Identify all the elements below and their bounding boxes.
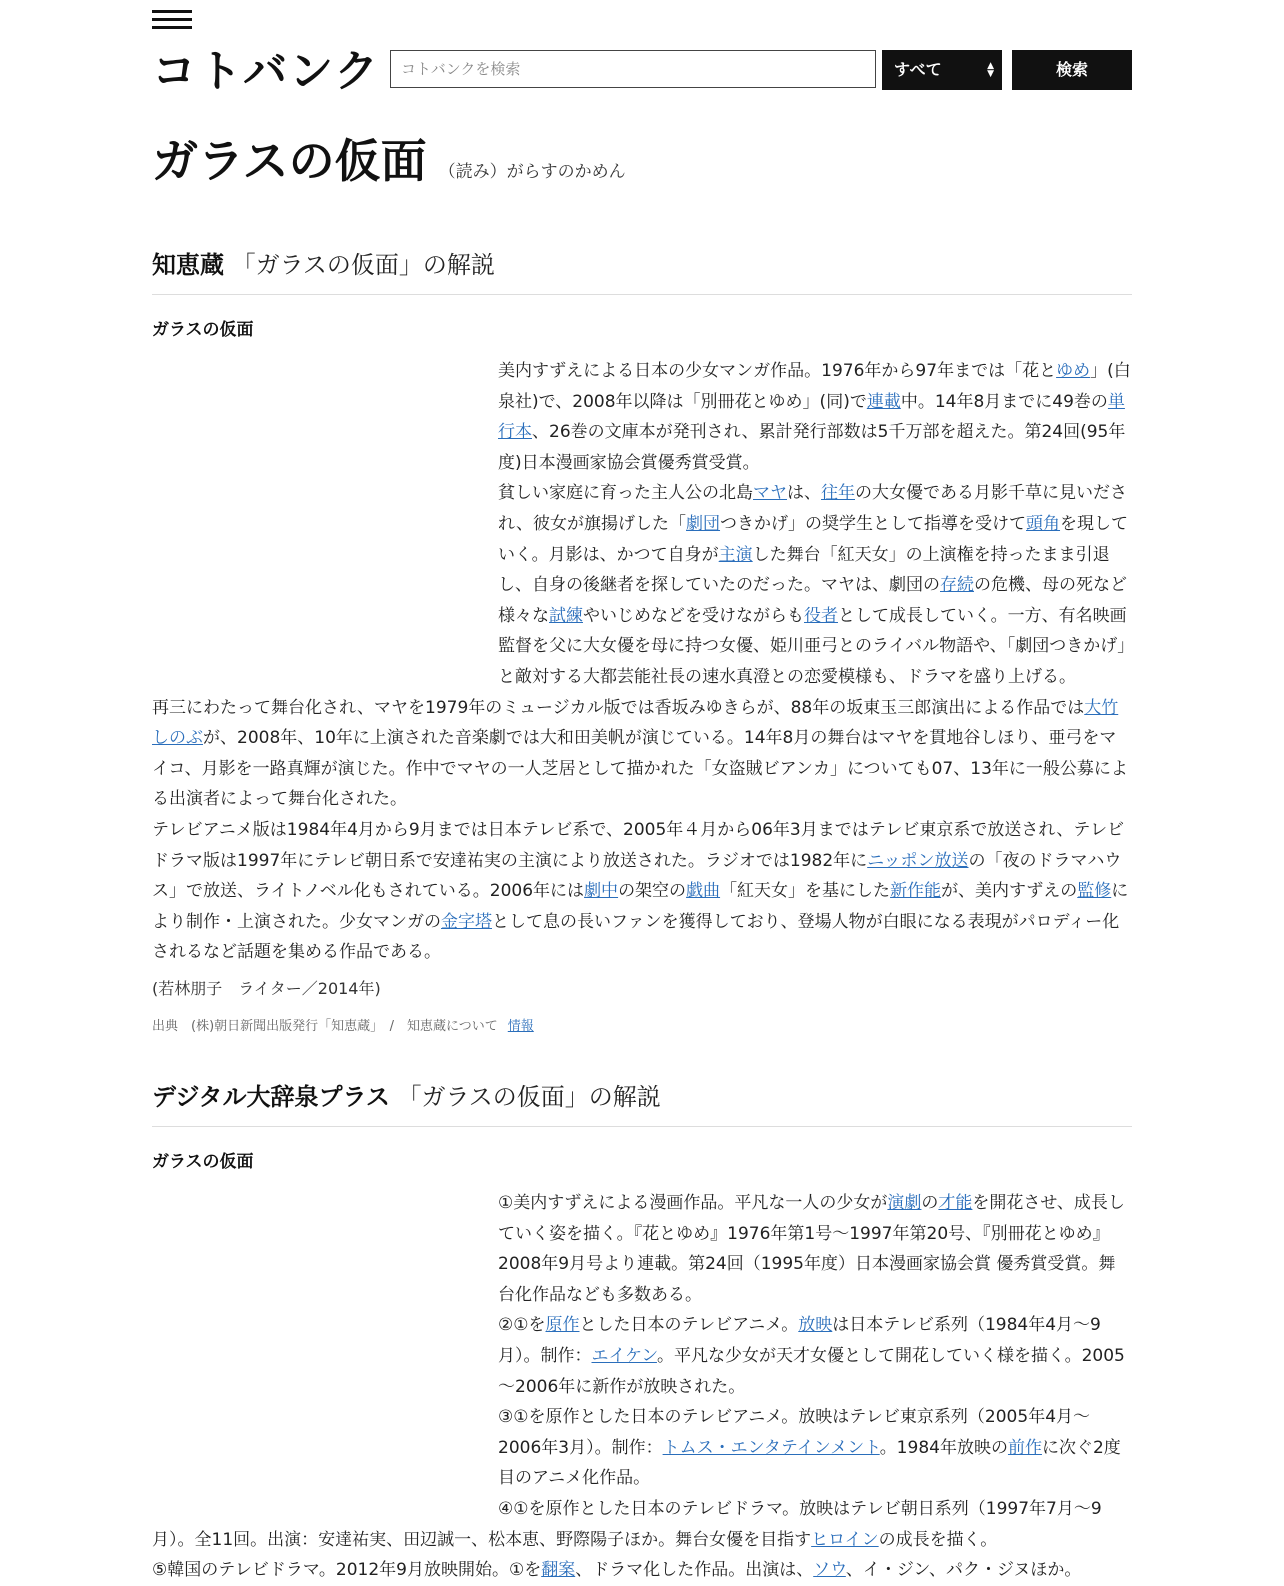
text-segment: 。平凡な少女が天才女優として開花していく様を描く。2005～2006年に新作が放映された。 — [498, 1345, 1125, 1397]
term-link[interactable]: 大竹しのぶ — [152, 697, 1119, 749]
text-segment: を現していく。月影は、かつて自身が — [498, 513, 1129, 565]
text-segment: テレビアニメ版は1984年4月から9月までは日本テレビ系で、2005年４月から06年3月まではテレビ東京系で放送され、テレビドラマ版は1997年にテレビ朝日系で安達祐実の主演により放送された。ラジオでは1982年に — [152, 819, 1125, 871]
paragraph — [152, 1494, 1132, 1555]
text-segment: やいじめなどを受けながらも — [583, 605, 804, 626]
section-chiezo — [152, 245, 1132, 1034]
title-row — [152, 125, 626, 191]
term-link[interactable]: ニッポン放送 — [867, 850, 969, 871]
reading: （読み）がらすのかめん — [438, 162, 626, 182]
term-link[interactable]: 単行本 — [498, 391, 1125, 443]
source-line — [152, 1015, 1132, 1034]
text-segment: 再三にわたって舞台化され、マヤを1979年のミュージカル版では香坂みゆきらが、88年の坂東玉三郎演出による作品では — [152, 697, 1085, 718]
site-logo[interactable]: コトバンク — [152, 46, 381, 97]
entry-body — [152, 1188, 1132, 1586]
text-segment: 。1984年放映の — [879, 1437, 1008, 1458]
heading-rest: 「ガラスの仮面」の解説 — [397, 1083, 661, 1111]
term-link[interactable]: 監修 — [1077, 881, 1112, 902]
text-segment: の — [921, 1193, 939, 1213]
term-link[interactable]: 演劇 — [887, 1193, 922, 1213]
term-link[interactable]: 金字塔 — [441, 911, 492, 932]
scope-select[interactable] — [882, 50, 1002, 90]
heading-rest: 「ガラスの仮面」の解説 — [231, 251, 495, 279]
term-link[interactable]: 劇中 — [584, 881, 619, 902]
text-segment: の危機、母の死など様々な — [498, 575, 1127, 626]
text-segment: の「夜のドラマハウス」で放送、ライトノベル化もされている。2006年には — [152, 850, 1122, 902]
term-link[interactable]: 翻案 — [541, 1560, 576, 1581]
term-link[interactable]: 往年 — [821, 483, 855, 504]
text-segment: 、ドラマ化した作品。出演は、 — [575, 1560, 814, 1581]
entry-title: ガラスの仮面 — [152, 1152, 254, 1172]
text-segment: ②①を — [498, 1315, 546, 1336]
term-link[interactable]: 原作 — [545, 1315, 580, 1336]
section-heading — [152, 1077, 1132, 1127]
term-link[interactable]: 主演 — [718, 544, 753, 565]
term-link[interactable]: 試練 — [549, 605, 583, 626]
menu-icon[interactable] — [152, 10, 192, 30]
text-segment: は日本テレビ系列（1984年4月～9月）。制作： — [498, 1315, 1101, 1366]
text-segment: つきかげ」の奨学生として指導を受けて — [720, 513, 1027, 534]
source-name: デジタル大辞泉プラス — [152, 1083, 390, 1111]
text-segment: 美内すずえによる日本の少女マンガ作品。1976年から97年までは「花と — [498, 361, 1057, 381]
source-text: 出典 (株)朝日新聞出版発行「知恵蔵」 / 知恵蔵について — [152, 1018, 498, 1034]
text-segment: とした日本のテレビアニメ。 — [579, 1315, 799, 1336]
paragraph — [152, 815, 1132, 968]
text-segment: 貧しい家庭に育った主人公の北島 — [498, 483, 753, 504]
text-segment: 「紅天女」を基にした — [720, 881, 891, 902]
term-link[interactable]: 役者 — [804, 605, 838, 626]
paragraph — [152, 1555, 1132, 1586]
scope-select-label: すべて — [894, 60, 942, 79]
section-heading — [152, 245, 1132, 295]
text-segment: ③①を原作とした日本のテレビアニメ。放映はテレビ東京系列（2005年4月～2006年3月）。制作： — [498, 1407, 1091, 1458]
ad-space — [152, 1188, 498, 1494]
section-daijisen-plus — [152, 1077, 1132, 1586]
term-link[interactable]: 新作能 — [890, 881, 942, 902]
text-segment: ①美内すずえによる漫画作品。平凡な一人の少女が — [498, 1193, 888, 1213]
source-name: 知恵蔵 — [152, 251, 224, 279]
search-input[interactable] — [390, 50, 876, 88]
updown-arrow-icon: ▲ ▼ — [987, 61, 994, 79]
text-segment: として息の長いファンを獲得しており、登場人物が白眼になる表現がパロディー化されるなど話題を集める作品である。 — [152, 911, 1120, 963]
term-link[interactable]: 頭角 — [1026, 513, 1061, 534]
author-credit: (若林朋子 ライター／2014年) — [152, 978, 381, 998]
search-button[interactable]: 検索 — [1012, 50, 1132, 90]
term-link[interactable]: 放映 — [798, 1315, 833, 1336]
text-segment: は、 — [787, 483, 821, 504]
text-segment: 、イ・ジン、パク・ジヌほか。 — [845, 1560, 1082, 1581]
text-segment: に次ぐ2度目のアニメ化作品。 — [498, 1437, 1121, 1489]
text-segment: が、2008年、10年に上演された音楽劇では大和田美帆が演じている。14年8月の舞台はマヤを貫地谷しほり、亜弓をマイコ、月影を一路真輝が演じた。作中でマヤの一人芝居として描かれた「女盗賊ビアンカ」についても07、13年に一般公募による出演者によって舞台化された。 — [152, 728, 1128, 810]
term-link[interactable]: 連載 — [866, 391, 901, 412]
text-segment: が、美内すずえの — [941, 881, 1078, 902]
term-link[interactable]: 劇団 — [686, 513, 721, 534]
paragraph — [152, 693, 1132, 815]
term-link[interactable]: 前作 — [1007, 1437, 1042, 1458]
entry-body — [152, 356, 1132, 968]
term-link[interactable]: ゆめ — [1056, 361, 1091, 381]
term-link[interactable]: 戯曲 — [686, 881, 721, 902]
text-segment: 、26巻の文庫本が発刊され、累計発行部数は5千万部を超えた。第24回(95年度)日本漫画家協会賞優秀賞受賞。 — [498, 422, 1126, 473]
text-segment: として成長していく。一方、有名映画監督を父に大女優を母に持つ女優、姫川亜弓とのライバル物語や、「劇団つきかげ」と敵対する大都芸能社長の速水真澄との恋愛模様も、ドラマを盛り上げる。 — [498, 605, 1127, 687]
term-link[interactable]: マヤ — [753, 483, 787, 504]
text-segment: を開花させ、成長していく姿を描く。『花とゆめ』1976年第1号～1997年第20号、『別冊花とゆめ』2008年9月号より連載。第24回（1995年度）日本漫画家協会賞 優秀賞受賞。舞台化作品なども多数ある。 — [498, 1193, 1125, 1305]
text-segment: 」(白泉社)で、2008年以降は「別冊花とゆめ」(同)で — [498, 361, 1131, 412]
ad-space — [152, 356, 498, 662]
text-segment: の架空の — [618, 881, 687, 902]
text-segment: ④①を原作とした日本のテレビドラマ。放映はテレビ朝日系列（1997年7月～9月）。全11回。出演：安達祐実、田辺誠一、松本恵、野際陽子ほか。舞台女優を目指す — [152, 1498, 1102, 1550]
term-link[interactable]: 存続 — [940, 575, 974, 596]
text-segment: の大女優である月影千草に見いだされ、彼女が旗揚げした「 — [498, 483, 1127, 534]
text-segment: 中。14年8月までに49巻の — [900, 391, 1108, 412]
text-segment: により制作・上演された。少女マンガの — [152, 881, 1129, 932]
term-link[interactable]: エイケン — [591, 1345, 657, 1366]
source-info-link[interactable]: 情報 — [507, 1018, 534, 1034]
term-link[interactable]: ヒロイン — [811, 1529, 879, 1550]
term-link[interactable]: 才能 — [938, 1193, 973, 1213]
text-segment: の成長を描く。 — [878, 1529, 998, 1550]
entry-title: ガラスの仮面 — [152, 320, 254, 340]
page-title: ガラスの仮面 — [152, 134, 427, 188]
text-segment: ⑤韓国のテレビドラマ。2012年9月放映開始。①を — [152, 1560, 542, 1581]
term-link[interactable]: ソウ — [813, 1560, 846, 1581]
term-link[interactable]: トムス・エンタテインメント — [662, 1437, 880, 1458]
text-segment: した舞台「紅天女」の上演権を持ったまま引退し、自身の後継者を探していたのだった。マヤは、劇団の — [498, 544, 1110, 596]
